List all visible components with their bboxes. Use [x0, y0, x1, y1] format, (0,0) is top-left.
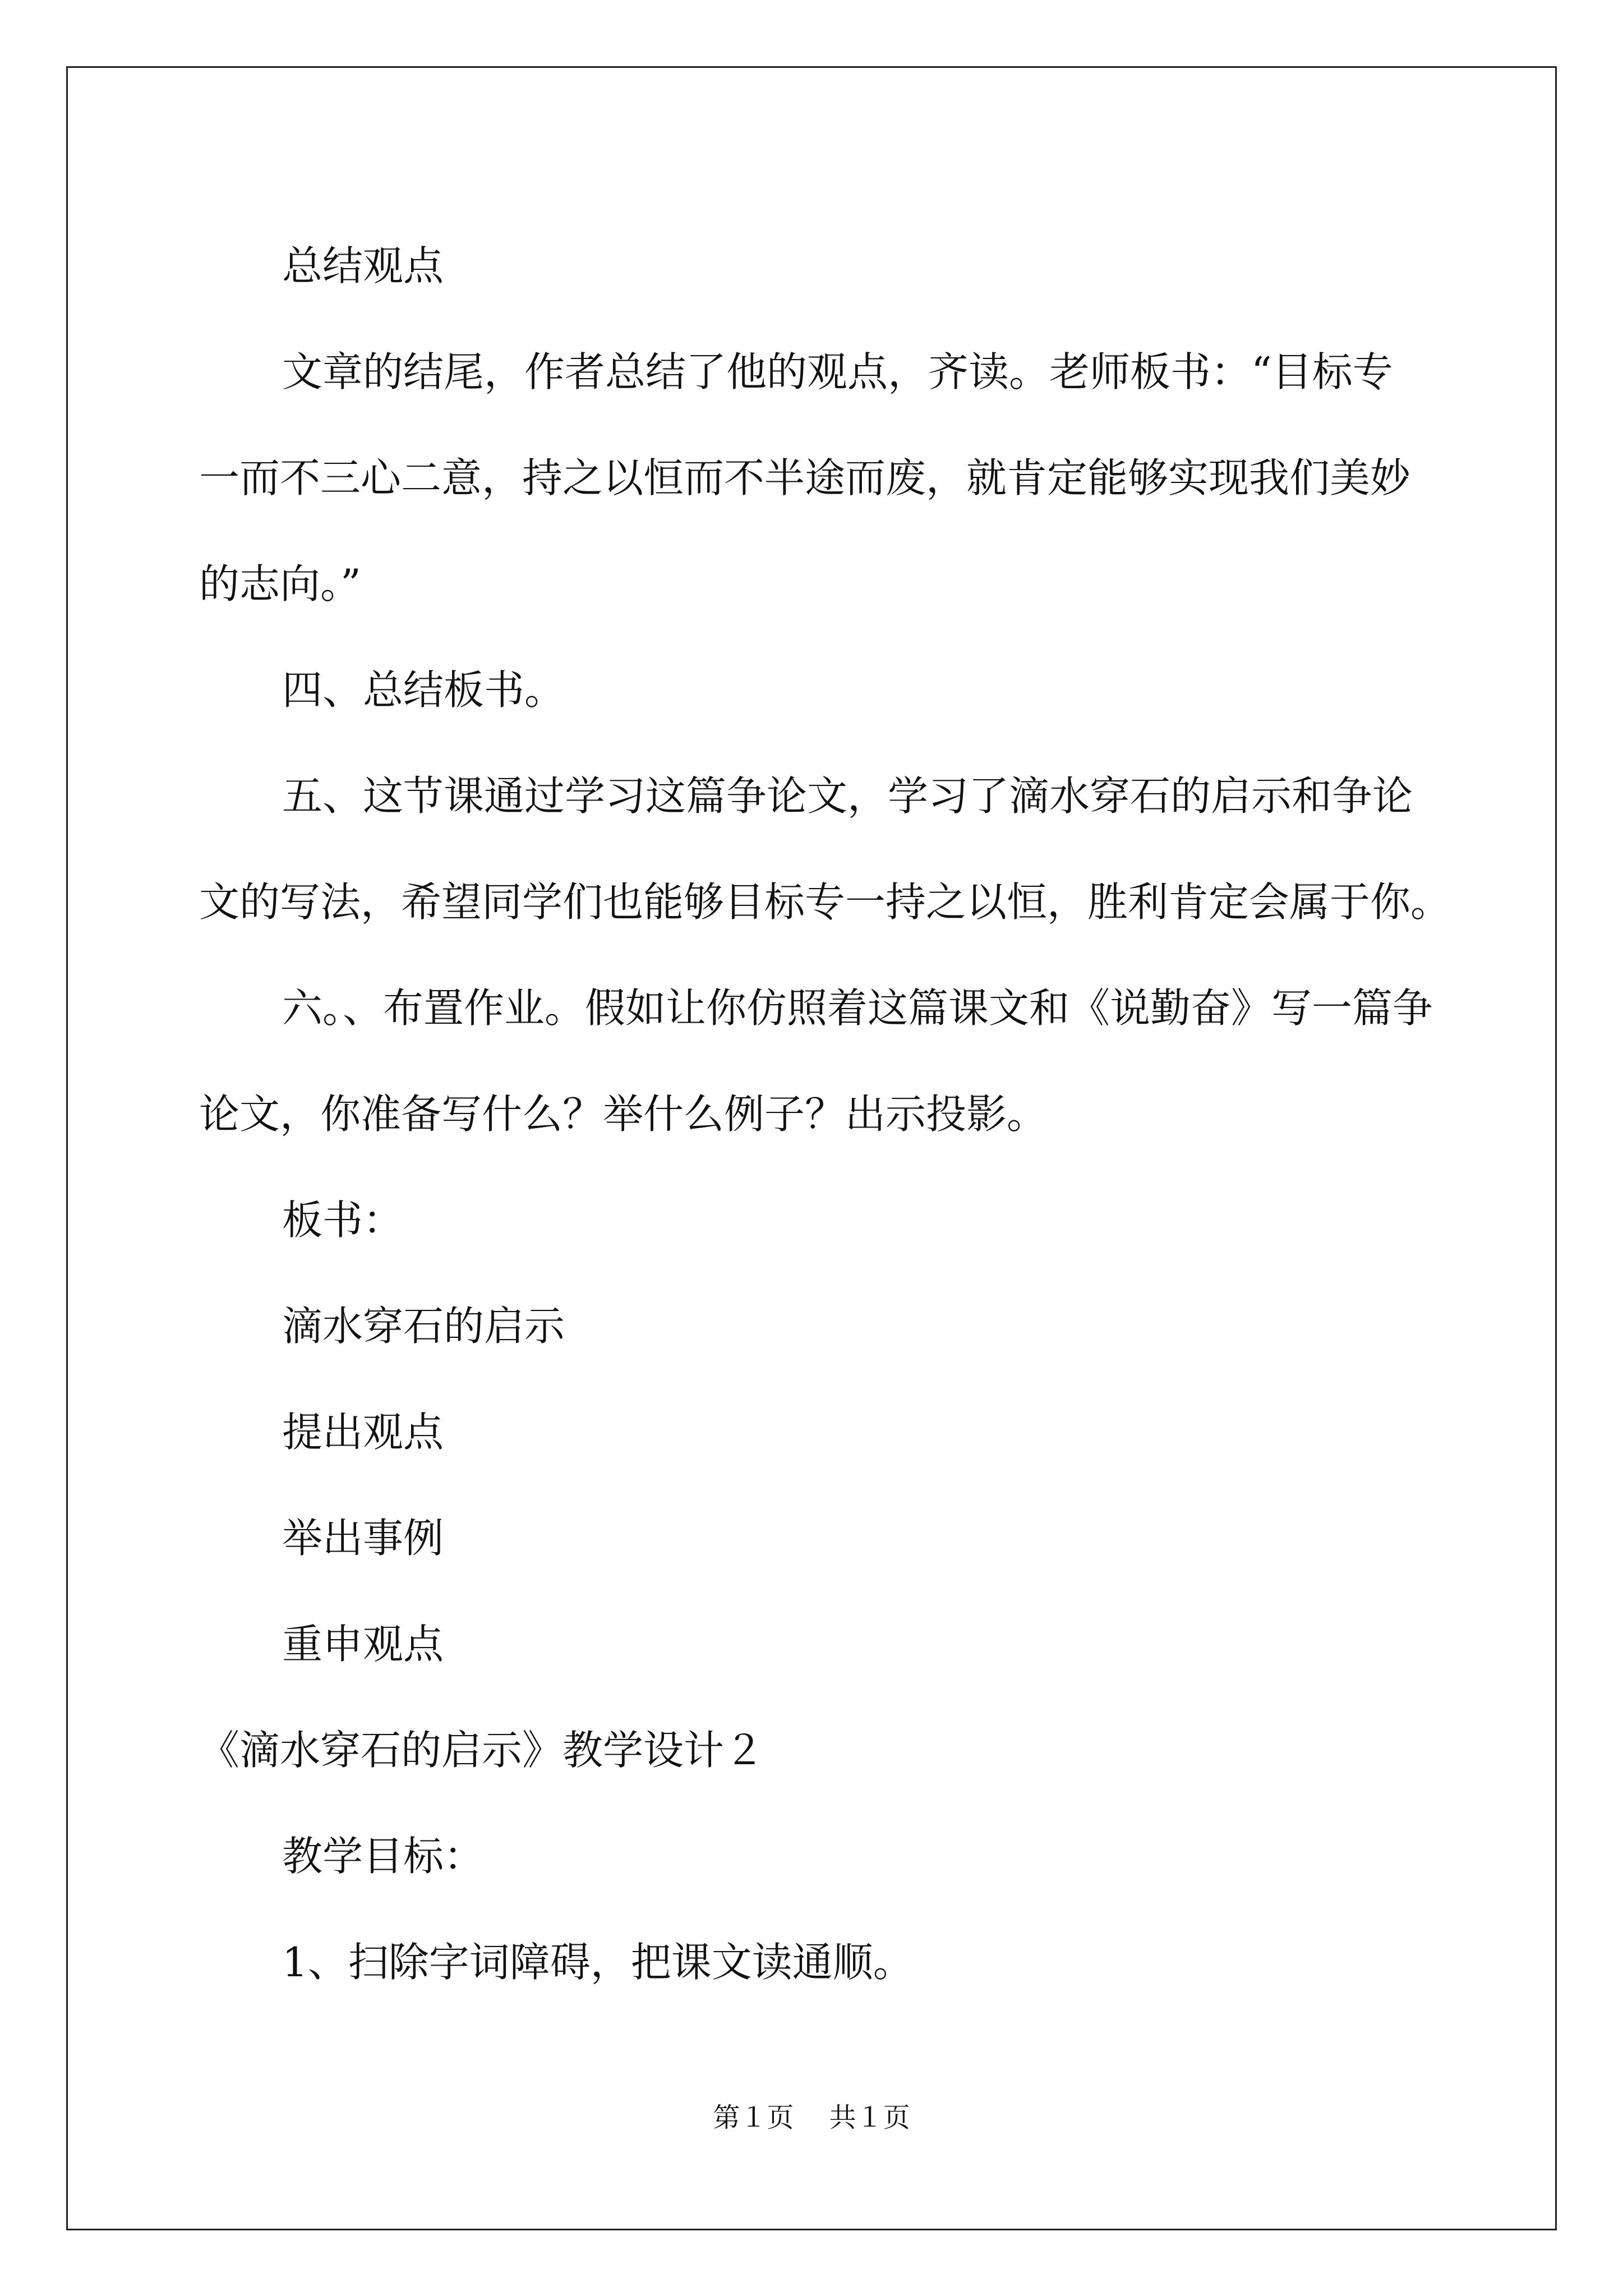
paragraph: 提出观点 [282, 1409, 444, 1456]
paragraph: 文章的结尾，作者总结了他的观点，齐读。老师板书：“目标专 [282, 348, 1393, 395]
paragraph: 的志向。” [199, 560, 361, 608]
paragraph: 教学目标： [282, 1833, 485, 1880]
paragraph: 举出事例 [282, 1515, 444, 1562]
paragraph: 板书： [282, 1197, 404, 1244]
page-number-current: 第１页 [713, 2102, 794, 2133]
document-body [199, 213, 1451, 2016]
paragraph: 四、总结板书。 [282, 666, 565, 714]
paragraph: 六。、布置作业。假如让你仿照着这篇课文和《说勤奋》写一篇争 [282, 984, 1433, 1032]
paragraph: 1、扫除字词障碍，把课文读通顺。 [282, 1939, 914, 1986]
paragraph: 论文，你准备写什么？举什么例子？出示投影。 [199, 1091, 1048, 1138]
paragraph: 文的写法，希望同学们也能够目标专一持之以恒，胜利肯定会属于你。 [199, 878, 1451, 926]
paragraph: 一而不三心二意，持之以恒而不半途而废，就肯定能够实现我们美妙 [199, 454, 1411, 501]
page-footer [0, 2101, 1623, 2134]
page-number-total: 共１页 [829, 2102, 910, 2133]
paragraph: 五、这节课通过学习这篇争论文，学习了滴水穿石的启示和争论 [282, 772, 1413, 820]
paragraph: 滴水穿石的启示 [282, 1303, 565, 1350]
section-heading: 《滴水穿石的启示》教学设计２ [199, 1727, 765, 1774]
paragraph: 总结观点 [282, 242, 444, 289]
paragraph: 重申观点 [282, 1621, 444, 1668]
